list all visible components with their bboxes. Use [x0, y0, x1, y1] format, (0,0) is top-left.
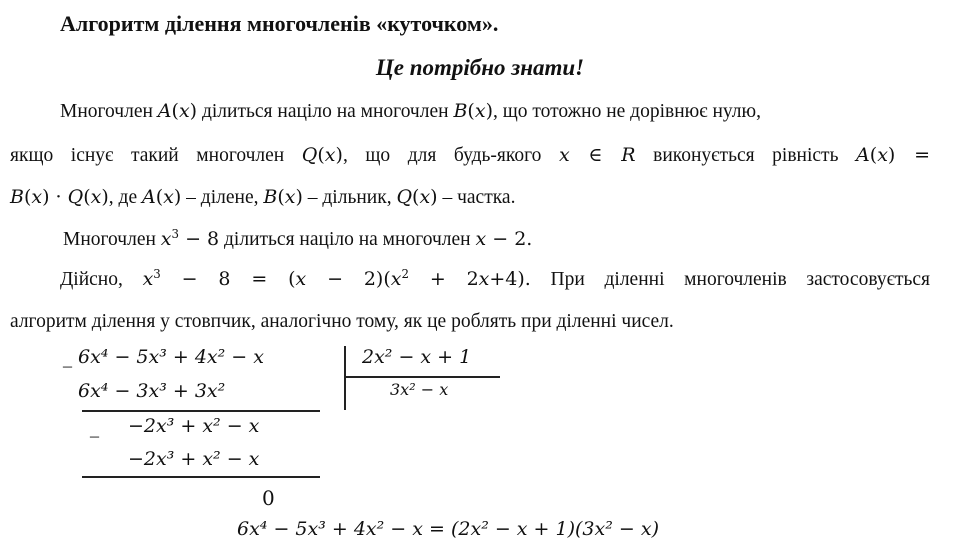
example-l5-b: При діленні многочленів застосовується	[550, 269, 931, 290]
final-remainder: 0	[262, 486, 275, 510]
divisor-underline	[344, 376, 500, 378]
definition-l3-b: – ділене,	[186, 187, 259, 208]
definition-line-3	[10, 186, 515, 209]
formula-a-x-equals: A(x) =	[856, 144, 930, 166]
example-line-4	[63, 228, 532, 251]
definition-l3-a: , де	[108, 187, 138, 208]
definition-l3-c: – дільник,	[307, 187, 392, 208]
example-line-5	[60, 268, 930, 291]
formula-q-x-2: Q(x)	[396, 186, 438, 208]
definition-l1-b: ділиться націло на многочлен	[201, 101, 449, 122]
step-1-line	[82, 410, 320, 412]
definition-l1-c: , що тотожно не дорівнює нулю,	[492, 101, 761, 122]
divider-vertical-line	[344, 346, 346, 410]
dividend: 6x⁴ − 5x³ + 4x² − x	[78, 346, 264, 368]
example-line-6: алгоритм ділення у стовпчик, аналогічно тому, як це роблять при діленні чисел.	[10, 311, 674, 332]
formula-b-x: B(x)	[453, 100, 493, 122]
formula-a-x: A(x)	[157, 100, 198, 122]
definition-line-1	[60, 100, 761, 123]
section-title: Алгоритм ділення многочленів «куточком».	[60, 11, 499, 36]
definition-l2-b: , що для будь-якого	[342, 145, 542, 166]
definition-l1-a: Многочлен	[60, 101, 153, 122]
example-l5-a: Дійсно,	[60, 269, 123, 290]
definition-line-2	[10, 144, 930, 167]
formula-b-dot-q: B(x) · Q(x)	[10, 186, 109, 208]
definition-l2-c: виконується рівність	[653, 145, 839, 166]
formula-x3-minus-8: $x^3 - 8$	[160, 226, 220, 250]
step-1-subtrahend: 6x⁴ − 3x³ + 3x²	[78, 380, 226, 402]
formula-factorization: $x^3 - 8 = (x - 2)(x^2 + 2x+4)$.	[142, 266, 531, 290]
step-1-remainder: −2x³ + x² − x	[128, 415, 260, 437]
minus-sign-2: _	[90, 419, 99, 439]
divisor: 2x² − x + 1	[362, 346, 472, 368]
formula-x-in-r: x ∈ R	[558, 144, 636, 166]
definition-l2-a: якщо існує такий многочлен	[10, 145, 285, 166]
step-2-line	[82, 476, 320, 478]
formula-a-x-2: A(x)	[141, 186, 182, 208]
formula-x-minus-2: x − 2.	[475, 228, 533, 250]
definition-l3-d: – частка.	[442, 187, 516, 208]
formula-q-x: Q(x)	[301, 144, 343, 166]
section-subtitle: Це потрібно знати!	[375, 55, 585, 80]
formula-b-x-2: B(x)	[263, 186, 303, 208]
result-equation: 6x⁴ − 5x³ + 4x² − x = (2x² − x + 1)(3x² − x)	[237, 518, 659, 540]
step-2-subtrahend: −2x³ + x² − x	[128, 448, 260, 470]
minus-sign-1: _	[63, 349, 72, 369]
quotient: 3x² − x	[390, 380, 449, 399]
example-l4-b: ділиться націло на многочлен	[224, 229, 471, 250]
example-l4-a: Многочлен	[63, 229, 156, 250]
